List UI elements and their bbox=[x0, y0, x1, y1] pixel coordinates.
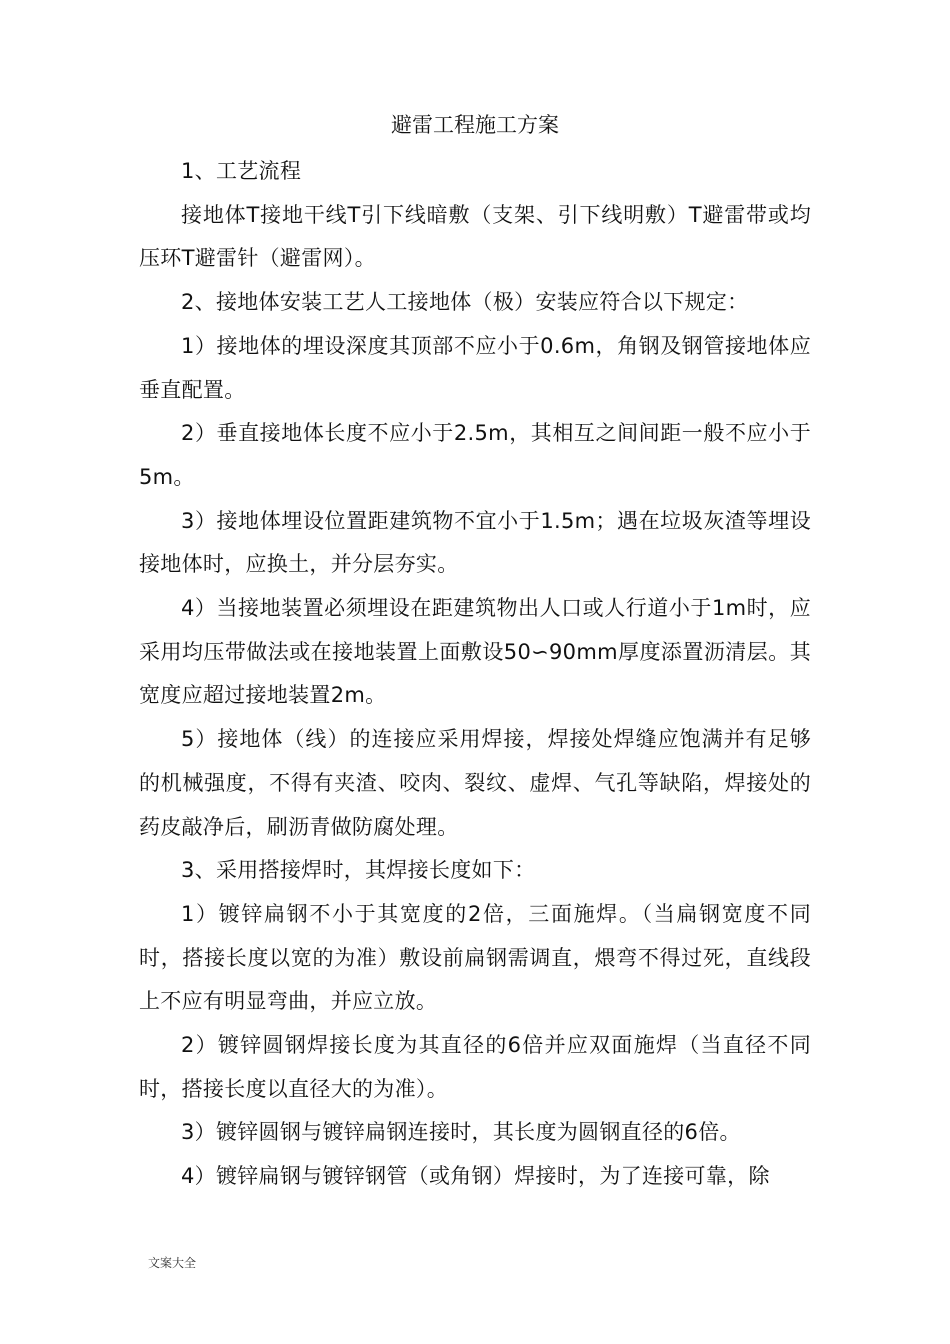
list-item: 2）镀锌圆钢焊接长度为其直径的6倍并应双面施焊（当直径不同时，搭接长度以直径大的为准）。 bbox=[139, 1033, 811, 1101]
document-body bbox=[139, 150, 811, 1199]
list-item: 5）接地体（线）的连接应采用焊接，焊接处焊缝应饱满并有足够的机械强度，不得有夹渣、咬肉、裂纹、虚焊、气孔等缺陷，焊接处的药皮敲净后，刷沥青做防腐处理。 bbox=[139, 727, 811, 839]
section-heading: 3、采用搭接焊时，其焊接长度如下： bbox=[181, 858, 536, 883]
list-item: 1）镀锌扁钢不小于其宽度的2倍，三面施焊。（当扁钢宽度不同时，搭接长度以宽的为准）敷设前扁钢需调直，煨弯不得过死，直线段上不应有明显弯曲，并应立放。 bbox=[139, 901, 811, 1014]
document-title: 避雷工程施工方案 bbox=[391, 113, 559, 137]
list-item: 4）镀锌扁钢与镀锌钢管（或角钢）焊接时，为了连接可靠，除 bbox=[181, 1164, 770, 1189]
section-heading: 1、工艺流程 bbox=[181, 159, 302, 183]
page-footer: 文案大全 bbox=[148, 1256, 197, 1270]
list-item: 1）接地体的埋设深度其顶部不应小于0.6m，角钢及钢管接地体应垂直配置。 bbox=[139, 333, 811, 402]
section-heading: 2、接地体安装工艺人工接地体（极）安装应符合以下规定： bbox=[181, 290, 749, 315]
list-item: 3）接地体埋设位置距建筑物不宜小于1.5m；遇在垃圾灰渣等埋设接地体时，应换土，并分层夯实。 bbox=[139, 508, 811, 577]
paragraph: 接地体T接地干线T引下线暗敷（支架、引下线明敷）T避雷带或均压环T避雷针（避雷网）。 bbox=[139, 202, 811, 271]
list-item: 3）镀锌圆钢与镀锌扁钢连接时，其长度为圆钢直径的6倍。 bbox=[181, 1120, 741, 1145]
list-item: 2）垂直接地体长度不应小于2.5m，其相互之间间距一般不应小于5m。 bbox=[139, 421, 811, 489]
list-item: 4）当接地装置必须埋设在距建筑物出人口或人行道小于1m时，应采用均压带做法或在接地装置上面敷设50∽90mm厚度添置沥清层。其宽度应超过接地装置2m。 bbox=[139, 596, 811, 708]
